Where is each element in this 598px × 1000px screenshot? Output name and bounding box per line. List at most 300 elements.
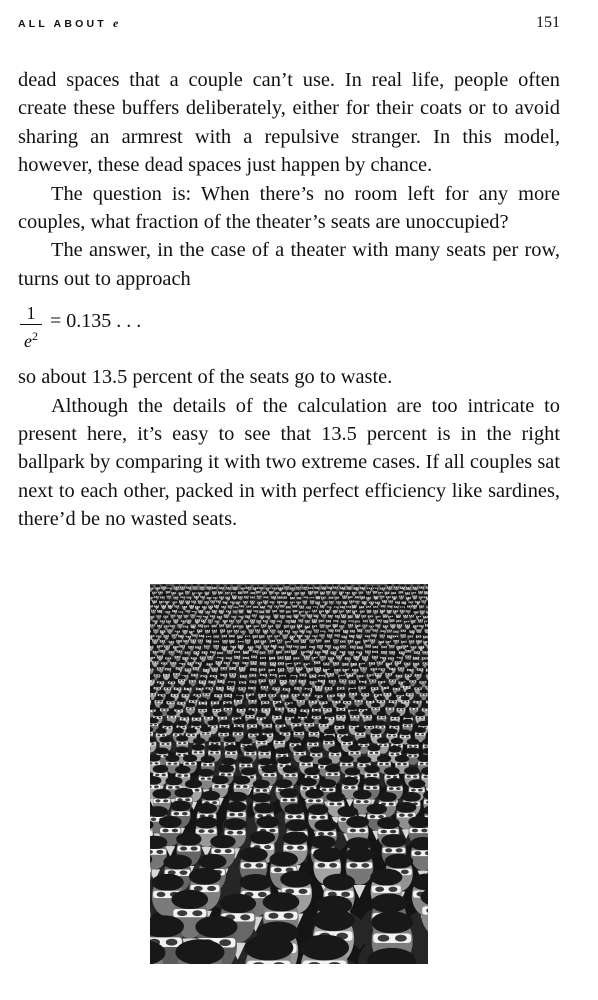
glasses-lens	[406, 701, 408, 702]
glasses-lens	[424, 601, 425, 602]
audience-member-hair	[414, 648, 420, 651]
glasses-lens	[319, 680, 321, 681]
glasses-lens	[421, 625, 422, 626]
glasses-lens	[169, 652, 171, 653]
glasses-lens	[330, 587, 331, 588]
audience-member-hair	[229, 670, 236, 674]
glasses-lens	[325, 641, 327, 642]
glasses-lens	[192, 601, 193, 602]
glasses-lens	[296, 646, 298, 647]
audience-member-hair	[189, 603, 194, 606]
equation-denominator-base: e	[24, 331, 32, 352]
glasses-lens	[247, 596, 248, 597]
audience-member-hair	[182, 654, 188, 657]
audience-member-hair	[246, 584, 251, 587]
audience-member-hair	[352, 666, 359, 670]
glasses-lens	[374, 635, 376, 636]
glasses-lens	[288, 657, 290, 658]
glasses-lens	[241, 616, 242, 617]
glasses-lens	[178, 631, 179, 632]
audience-member-hair	[216, 598, 221, 601]
audience-member-hair	[312, 617, 317, 620]
glasses-lens	[193, 615, 194, 616]
glasses-lens	[159, 701, 161, 702]
glasses-lens	[357, 635, 359, 636]
audience-member-hair	[207, 595, 212, 598]
audience-member-hair	[416, 633, 422, 636]
glasses-lens	[307, 694, 309, 695]
audience-member-hair	[211, 664, 218, 668]
glasses-lens	[179, 680, 181, 681]
glasses-lens	[264, 630, 265, 631]
audience-member-hair	[334, 632, 340, 635]
glasses-lens	[362, 615, 363, 616]
audience-member-hair	[402, 642, 408, 645]
audience-member-hair	[250, 658, 257, 661]
audience-member-hair	[238, 683, 246, 687]
glasses-lens	[260, 611, 261, 612]
glasses-lens	[176, 620, 177, 621]
glasses-lens	[217, 641, 219, 642]
audience-member-hair	[378, 638, 384, 641]
audience-member-hair	[339, 648, 345, 651]
glasses-lens	[156, 662, 158, 663]
audience-member-hair	[397, 654, 403, 657]
audience-member-hair	[181, 690, 189, 694]
audience-member-hair	[368, 613, 373, 616]
audience-member-hair	[200, 672, 207, 676]
glasses-lens	[158, 625, 159, 626]
glasses-lens	[216, 702, 218, 703]
glasses-lens	[173, 610, 174, 611]
glasses-lens	[220, 587, 221, 588]
audience-member-hair	[217, 613, 222, 616]
glasses-lens	[347, 587, 348, 588]
audience-member-hair	[251, 653, 257, 656]
audience-member-hair	[356, 632, 362, 635]
glasses-lens	[158, 646, 160, 647]
equation-fraction	[20, 303, 42, 350]
glasses-lens	[280, 610, 281, 611]
audience-member-hair	[257, 599, 262, 602]
audience-member-hair	[376, 658, 383, 661]
audience-member-hair	[219, 594, 224, 597]
glasses-lens	[247, 587, 248, 588]
glasses-lens	[180, 615, 181, 616]
audience-member-hair	[212, 627, 217, 630]
glasses-lens	[174, 597, 175, 598]
glasses-lens	[353, 611, 354, 612]
glasses-lens	[382, 646, 384, 647]
glasses-lens	[211, 601, 212, 602]
glasses-lens	[273, 695, 275, 696]
audience-member-hair	[392, 594, 397, 597]
glasses-lens	[269, 670, 271, 671]
audience-member-hair	[383, 689, 391, 693]
glasses-lens	[352, 601, 353, 602]
audience-member-hair	[298, 617, 303, 620]
glasses-lens	[412, 641, 414, 642]
glasses-lens	[185, 688, 187, 689]
glasses-lens	[253, 592, 254, 593]
glasses-lens	[262, 702, 264, 703]
glasses-lens	[342, 615, 343, 616]
audience-rows	[150, 584, 428, 964]
glasses-lens	[262, 687, 264, 688]
audience-member-hair	[239, 664, 246, 668]
glasses-lens	[273, 688, 275, 689]
glasses-lens	[344, 702, 346, 703]
audience-member-hair	[336, 652, 342, 655]
audience-member-hair	[233, 584, 238, 587]
glasses-lens	[207, 587, 208, 588]
glasses-lens	[293, 636, 295, 637]
audience-member-hair	[160, 704, 169, 709]
glasses-lens	[360, 629, 361, 630]
glasses-lens	[412, 592, 413, 593]
glasses-lens	[333, 610, 334, 611]
audience-member-hair	[339, 623, 344, 626]
audience-member-hair	[177, 612, 182, 615]
audience-member-hair	[394, 603, 399, 606]
glasses-lens	[190, 631, 191, 632]
glasses-lens	[408, 663, 410, 664]
audience-member-hair	[366, 671, 373, 675]
glasses-lens	[356, 700, 358, 701]
glasses-lens	[293, 626, 294, 627]
glasses-lens	[411, 602, 412, 603]
glasses-lens	[164, 616, 165, 617]
glasses-lens	[343, 652, 345, 653]
glasses-lens	[382, 641, 384, 642]
glasses-lens	[336, 624, 337, 625]
glasses-lens	[276, 615, 277, 616]
glasses-lens	[294, 658, 296, 659]
glasses-lens	[183, 695, 185, 696]
running-head-text: ALL ABOUT	[18, 18, 107, 30]
audience-member-hair	[235, 691, 243, 695]
glasses-lens	[206, 611, 207, 612]
audience-member-hair	[312, 607, 317, 610]
audience-member-hair	[269, 654, 275, 657]
glasses-lens	[163, 641, 165, 642]
glasses-lens	[386, 674, 388, 675]
glasses-lens	[366, 694, 368, 695]
audience-member-hair	[383, 623, 388, 626]
glasses-lens	[388, 587, 389, 588]
glasses-lens	[259, 587, 260, 588]
audience-member-hair	[327, 632, 333, 635]
glasses-lens	[260, 636, 262, 637]
glasses-lens	[232, 640, 234, 641]
glasses-lens	[297, 587, 298, 588]
audience-member-hair	[253, 585, 258, 588]
glasses-lens	[275, 606, 276, 607]
glasses-lens	[285, 635, 287, 636]
glasses-lens	[362, 606, 363, 607]
glasses-lens	[214, 625, 215, 626]
glasses-lens	[364, 601, 365, 602]
audience-member-hair	[321, 594, 326, 597]
audience-member-hair	[378, 665, 385, 669]
glasses-lens	[164, 674, 166, 675]
audience-member-hair	[372, 627, 377, 630]
glasses-lens	[195, 587, 196, 588]
glasses-lens	[302, 606, 303, 607]
glasses-lens	[330, 681, 332, 682]
audience-member-hair	[372, 653, 378, 656]
audience-member-hair	[212, 585, 217, 588]
glasses-lens	[333, 624, 334, 625]
audience-member-hair	[309, 678, 317, 682]
audience-member-hair	[381, 603, 386, 606]
audience-member-hair	[210, 613, 215, 616]
glasses-lens	[246, 651, 248, 652]
audience-member-hair	[193, 690, 201, 694]
glasses-lens	[263, 606, 264, 607]
audience-member-hair	[359, 660, 366, 663]
audience-member-hair	[297, 622, 302, 625]
glasses-lens	[294, 651, 296, 652]
audience-member-hair	[329, 594, 334, 597]
glasses-lens	[246, 662, 248, 663]
glasses-lens	[207, 688, 209, 689]
glasses-lens	[183, 587, 184, 588]
glasses-lens	[299, 611, 300, 612]
glasses-lens	[228, 702, 230, 703]
glasses-lens	[311, 682, 313, 683]
glasses-lens	[234, 607, 235, 608]
glasses-lens	[272, 596, 273, 597]
glasses-lens	[373, 656, 375, 657]
glasses-lens	[301, 615, 302, 616]
glasses-lens	[329, 620, 330, 621]
glasses-lens	[336, 630, 337, 631]
audience-member-hair	[328, 654, 334, 657]
glasses-lens	[188, 663, 190, 664]
glasses-lens	[348, 658, 350, 659]
glasses-lens	[386, 663, 388, 664]
audience-member-hair	[413, 584, 418, 587]
glasses-lens	[230, 674, 232, 675]
audience-member-hair	[248, 683, 256, 687]
glasses-lens	[221, 630, 222, 631]
glasses-lens	[406, 625, 407, 626]
glasses-lens	[244, 675, 246, 676]
audience-member-hair	[200, 584, 205, 587]
glasses-lens	[190, 701, 192, 702]
glasses-lens	[295, 688, 297, 689]
glasses-lens	[348, 640, 350, 641]
audience-member-hair	[360, 585, 365, 588]
glasses-lens	[297, 602, 298, 603]
glasses-lens	[299, 602, 300, 603]
glasses-lens	[201, 676, 203, 677]
audience-member-hair	[348, 613, 353, 616]
audience-member-hair	[362, 622, 367, 625]
glasses-lens	[169, 596, 170, 597]
audience-member-hair	[396, 691, 404, 695]
audience-member-hair	[232, 593, 237, 596]
glasses-lens	[305, 636, 307, 637]
glasses-lens	[376, 630, 377, 631]
glasses-lens	[199, 663, 201, 664]
audience-member-hair	[315, 599, 320, 602]
glasses-lens	[213, 681, 215, 682]
glasses-lens	[334, 640, 336, 641]
audience-member-hair	[405, 622, 410, 625]
glasses-lens	[275, 610, 276, 611]
glasses-lens	[353, 681, 355, 682]
audience-member-hair	[341, 633, 347, 636]
glasses-lens	[310, 601, 311, 602]
audience-member-hair	[210, 697, 219, 702]
glasses-lens	[244, 621, 245, 622]
audience-member-hair	[171, 632, 177, 635]
glasses-lens	[158, 688, 160, 689]
glasses-lens	[419, 675, 421, 676]
glasses-lens	[270, 606, 271, 607]
glasses-lens	[241, 588, 242, 589]
glasses-lens	[299, 587, 300, 588]
glasses-lens	[366, 620, 367, 621]
glasses-lens	[425, 621, 426, 622]
glasses-lens	[152, 636, 154, 637]
glasses-lens	[345, 636, 347, 637]
audience-member-hair	[259, 633, 265, 636]
glasses-lens	[150, 616, 151, 617]
glasses-lens	[212, 668, 214, 669]
glasses-lens	[297, 597, 298, 598]
audience-member-hair	[304, 684, 312, 688]
audience-member-hair	[301, 648, 307, 651]
glasses-lens	[351, 646, 353, 647]
glasses-lens	[228, 597, 229, 598]
glasses-lens	[158, 675, 160, 676]
glasses-lens	[221, 674, 223, 675]
glasses-lens	[203, 681, 205, 682]
glasses-lens	[186, 615, 187, 616]
glasses-lens	[160, 656, 162, 657]
audience-member-hair	[328, 612, 333, 615]
glasses-lens	[317, 630, 318, 631]
glasses-lens	[256, 606, 257, 607]
glasses-lens	[270, 640, 272, 641]
audience-member-hair	[313, 612, 318, 615]
audience-member-hair	[285, 653, 291, 656]
glasses-lens	[193, 635, 195, 636]
glasses-lens	[380, 662, 382, 663]
glasses-lens	[335, 635, 337, 636]
glasses-lens	[195, 593, 196, 594]
audience-member-hair	[380, 585, 385, 588]
audience-member-hair	[246, 689, 254, 693]
glasses-lens	[340, 656, 342, 657]
audience-member-hair	[318, 676, 326, 680]
glasses-lens	[383, 600, 384, 601]
glasses-lens	[271, 591, 272, 592]
glasses-lens	[317, 640, 319, 641]
glasses-lens	[397, 696, 399, 697]
glasses-lens	[202, 635, 204, 636]
glasses-lens	[422, 606, 423, 607]
glasses-lens	[257, 591, 258, 592]
audience-member-hair	[181, 672, 188, 676]
glasses-lens	[231, 687, 233, 688]
glasses-lens	[190, 605, 191, 606]
audience-member-hair	[366, 607, 371, 610]
audience-member-hair	[279, 608, 284, 611]
glasses-lens	[403, 610, 404, 611]
audience-member-hair	[329, 599, 334, 602]
glasses-lens	[386, 626, 387, 627]
audience-member-hair	[385, 670, 392, 674]
glasses-lens	[249, 587, 250, 588]
glasses-lens	[161, 682, 163, 683]
audience-member-hair	[229, 664, 236, 668]
audience-member-hair	[184, 612, 189, 615]
glasses-lens	[342, 626, 343, 627]
glasses-lens	[360, 652, 362, 653]
audience-member-hair	[178, 609, 183, 612]
glasses-lens	[181, 587, 182, 588]
glasses-lens	[161, 668, 163, 669]
audience-member-hair	[409, 628, 414, 631]
glasses-lens	[350, 601, 351, 602]
glasses-lens	[253, 615, 254, 616]
audience-member-hair	[393, 628, 398, 631]
glasses-lens	[167, 601, 168, 602]
glasses-lens	[240, 682, 242, 683]
glasses-lens	[201, 640, 203, 641]
glasses-lens	[313, 640, 315, 641]
glasses-lens	[340, 680, 342, 681]
glasses-lens	[169, 588, 170, 589]
audience-member-hair	[349, 632, 355, 635]
audience-member-hair	[200, 653, 206, 656]
glasses-lens	[372, 688, 374, 689]
audience-member-hair	[418, 643, 424, 646]
audience-member-hair	[262, 589, 267, 592]
glasses-lens	[336, 587, 337, 588]
theater-audience-photo	[150, 584, 428, 964]
audience-member-hair	[401, 638, 407, 641]
audience-member-hair	[413, 623, 418, 626]
glasses-lens	[261, 641, 263, 642]
glasses-lens	[385, 592, 386, 593]
glasses-lens	[414, 592, 415, 593]
glasses-lens	[300, 635, 302, 636]
glasses-lens	[353, 630, 354, 631]
glasses-lens	[263, 652, 265, 653]
audience-member-hair	[186, 617, 191, 620]
audience-member-hair	[332, 589, 337, 592]
glasses-lens	[161, 709, 164, 711]
glasses-lens	[327, 620, 328, 621]
glasses-lens	[338, 688, 340, 689]
glasses-lens	[299, 597, 300, 598]
glasses-lens	[268, 616, 269, 617]
glasses-lens	[284, 689, 286, 690]
glasses-lens	[362, 687, 364, 688]
glasses-lens	[349, 606, 350, 607]
audience-member-hair	[421, 598, 426, 601]
glasses-lens	[291, 602, 292, 603]
glasses-lens	[166, 635, 168, 636]
glasses-lens	[422, 587, 423, 588]
glasses-lens	[360, 681, 362, 682]
glasses-lens	[334, 587, 335, 588]
